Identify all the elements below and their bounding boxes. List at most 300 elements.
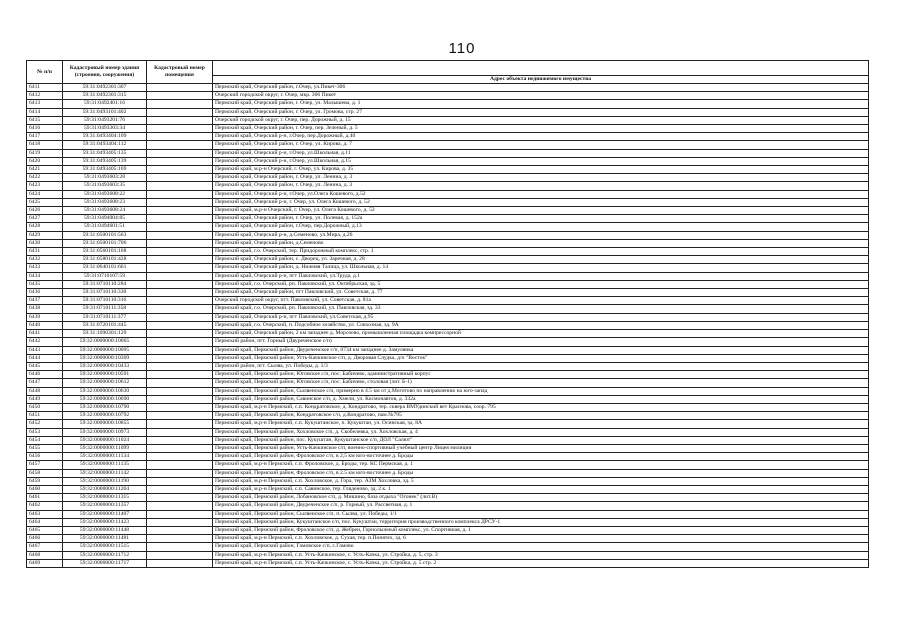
address-cell: Пермский край, Очерский р-н, пгт Павловский, ул.Труда, д.1 (213, 272, 869, 280)
table-row (27, 84, 869, 92)
room-number (147, 436, 213, 444)
row-number: 6435 (27, 280, 63, 288)
address-cell: Пермский край, Очерский р-н, д.Семеново, ул.Мира, д.26 (213, 231, 869, 239)
room-number (147, 338, 213, 346)
header-room: Кадастровый номер помещения (147, 61, 213, 84)
address-cell: Пермский край, Очерский район, 2 км западнее д. Морозово, промышленная площадка компрессорной (213, 330, 869, 338)
row-number: 6417 (27, 133, 63, 141)
address-cell: Пермский край, Очерский район, д.Семеново (213, 239, 869, 247)
room-number (147, 559, 213, 567)
row-number: 6448 (27, 387, 63, 395)
table-row (27, 453, 869, 461)
table-row (27, 149, 869, 157)
room-number (147, 305, 213, 313)
address-cell: Пермский край, г.о. Очерский, п. Подсобное хозяйство, ул. Совхозная, зд. 9А (213, 321, 869, 329)
address-cell: Пермский край, Пермский район, Гамовское с/п, с.Гамово (213, 543, 869, 551)
row-number: 6455 (27, 444, 63, 452)
row-number: 6449 (27, 395, 63, 403)
address-cell: Пермский край, м.р-н Очерский, г. Очер, ул. Кирова, д. 35 (213, 166, 869, 174)
table-row (27, 166, 869, 174)
table-row (27, 239, 869, 247)
address-cell: Пермский край, Очерский район, с. Дворец, ул. Заречная, д. 28 (213, 256, 869, 264)
cadastral-number: 59:32:0000000:11135 (63, 461, 147, 469)
room-number (147, 223, 213, 231)
table-row (27, 379, 869, 387)
cadastral-number: 59:32:0000000:11448 (63, 526, 147, 534)
row-number: 6419 (27, 149, 63, 157)
row-number: 6423 (27, 182, 63, 190)
room-number (147, 543, 213, 551)
room-number (147, 346, 213, 354)
row-number: 6467 (27, 543, 63, 551)
row-number: 6439 (27, 313, 63, 321)
room-number (147, 272, 213, 280)
room-number (147, 248, 213, 256)
cadastral-number: 59:32:0000000:11204 (63, 485, 147, 493)
room-number (147, 149, 213, 157)
address-cell: Пермский край, Пермский район, Двуреченское с/п, 0734 км западнее д. Замулянка (213, 346, 869, 354)
address-cell: Пермский край, Пермский район, Усть-Качкинское с/п, д. Дворовая Слудка, д/п "Восток" (213, 354, 869, 362)
cadastral-number: 59:32:0000000:11717 (63, 559, 147, 567)
table-row (27, 444, 869, 452)
address-cell: Пермский край, м.р-н Пермский, с.п. Фроловское, д. Броды, тер. КС Пермская, д. 1 (213, 461, 869, 469)
room-number (147, 321, 213, 329)
table-row (27, 141, 869, 149)
room-number (147, 157, 213, 165)
table-row (27, 420, 869, 428)
cadastral-number: 59:31:0710111:377 (63, 313, 147, 321)
cadastral-number: 59:31:0710111:358 (63, 305, 147, 313)
address-cell: Пермский край, Очерский район, г. Очер, ул. Полевая, д. 152а (213, 215, 869, 223)
row-number: 6414 (27, 108, 63, 116)
address-cell: Пермский край, Очерский р-н, пгт Павловский, ул.Советская, д.95 (213, 313, 869, 321)
cadastral-number: 59:32:0000000:11134 (63, 453, 147, 461)
cadastral-number: 59:32:0000000:11515 (63, 543, 147, 551)
address-cell: Пермский край, Очерский район, г. Очер, ул. Громова, стр. 27 (213, 108, 869, 116)
address-cell: Пермский край, м.р-н Очерский, г. Очер, ул. Олега Кошевого, д. 52 (213, 207, 869, 215)
cadastral-number: 59:32:0000000:11712 (63, 551, 147, 559)
cadastral-number: 59:32:0000000:10690 (63, 395, 147, 403)
row-number: 6444 (27, 354, 63, 362)
cadastral-number: 59:31:0580101:428 (63, 256, 147, 264)
table-row (27, 248, 869, 256)
cadastral-number: 59:31:0494601:51 (63, 223, 147, 231)
address-cell: Пермский край, Пермский район, Савинское с/п, д. Хмели, ул. Космонавтов, д. 332а (213, 395, 869, 403)
row-number: 6436 (27, 289, 63, 297)
cadastral-number: 59:31:0710110:284 (63, 280, 147, 288)
table-row (27, 338, 869, 346)
address-cell: Пермский край, Пермский район, Лобановское с/п, д. Мишино, база отдыха "Огонек" (лит.В) (213, 494, 869, 502)
room-number (147, 313, 213, 321)
room-number (147, 371, 213, 379)
address-cell: Пермский край, Очерский р-н, г.Очер, ул.Олега Кошевого, д.52 (213, 190, 869, 198)
table-row (27, 526, 869, 534)
cadastral-number: 59:32:0000000:10612 (63, 379, 147, 387)
address-cell: Пермский край, м.р-н Пермский, с.п. Хохловское, д. Гора, тер. АЗМ Хохловка, зд. 5 (213, 477, 869, 485)
table-row (27, 477, 869, 485)
cadastral-number: 59:31:1090301:120 (63, 330, 147, 338)
row-number: 6421 (27, 166, 63, 174)
address-cell: Пермский край, м.р-н Пермский, с.п. Кукуштанское, п. Кукуштан, ул. Осинская, зд. 8А (213, 420, 869, 428)
cadastral-number: 59:31:0560101:168 (63, 248, 147, 256)
row-number: 6446 (27, 371, 63, 379)
row-number: 6469 (27, 559, 63, 567)
row-number: 6433 (27, 264, 63, 272)
table-row (27, 362, 869, 370)
row-number: 6425 (27, 198, 63, 206)
cadastral-number: 59:32:0000000:10630 (63, 387, 147, 395)
cadastral-number: 59:31:0710107:59 (63, 272, 147, 280)
cadastral-number: 59:32:0000000:11024 (63, 436, 147, 444)
row-number: 6451 (27, 412, 63, 420)
room-number (147, 510, 213, 518)
row-number: 6461 (27, 494, 63, 502)
room-number (147, 231, 213, 239)
table-row (27, 297, 869, 305)
address-cell: Пермский край, Пермский район, Усть-Качкинское с/п, военно-спортивный учебный центр Лицея милиции (213, 444, 869, 452)
row-number: 6464 (27, 518, 63, 526)
room-number (147, 100, 213, 108)
cadastral-number: 59:32:0000000:11407 (63, 510, 147, 518)
address-cell: Пермский край, Очерский р-н, г.Очер, пер.Дорожный, д.40 (213, 133, 869, 141)
row-number: 6437 (27, 297, 63, 305)
cadastral-number: 59:32:0000000:11481 (63, 535, 147, 543)
row-number: 6434 (27, 272, 63, 280)
address-cell: Пермский край, Пермский район, Хохловское с/п, д. Скобелевка, ул. Хохловская, д. 4 (213, 428, 869, 436)
address-cell: Пермский край, м.р-н Пермский, с.п. Усть-Качкинское, с. Усть-Качка, ул. Стройка, д. 5 стр. 2 (213, 559, 869, 567)
row-number: 6460 (27, 485, 63, 493)
table-row (27, 280, 869, 288)
cadastral-number: 59:31:0493608:23 (63, 198, 147, 206)
room-number (147, 395, 213, 403)
address-cell: Пермский край, Очерский район, г. Очер, ул. Ленина, д. 3 (213, 174, 869, 182)
cadastral-number: 59:32:0000000:10433 (63, 362, 147, 370)
room-number (147, 116, 213, 124)
room-number (147, 485, 213, 493)
table-row (27, 92, 869, 100)
room-number (147, 330, 213, 338)
address-cell: Очерский городской округ, пгт. Павловский, ул. Советская, д. 81а (213, 297, 869, 305)
cadastral-number: 59:31:0493405:135 (63, 149, 147, 157)
table-row (27, 535, 869, 543)
room-number (147, 256, 213, 264)
row-number: 6424 (27, 190, 63, 198)
table-row (27, 157, 869, 165)
table-row (27, 518, 869, 526)
cadastral-number: 59:32:0000000:10591 (63, 371, 147, 379)
room-number (147, 461, 213, 469)
address-cell: Пермский край, Очерский р-н, г.Очер, ул.Школьная, д.15 (213, 157, 869, 165)
address-cell: Очерский городской округ, г. Очер, мкр. 306 Пикет (213, 92, 869, 100)
table-row (27, 354, 869, 362)
room-number (147, 412, 213, 420)
table-row (27, 108, 869, 116)
row-number: 6453 (27, 428, 63, 436)
row-number: 6454 (27, 436, 63, 444)
address-cell: Пермский край, Пермский район, Юговское с/п, пос. Бабичево, административный корпус (213, 371, 869, 379)
table-row (27, 469, 869, 477)
row-number: 6415 (27, 116, 63, 124)
room-number (147, 215, 213, 223)
cadastral-number: 59:31:0710110:316 (63, 297, 147, 305)
cadastral-number: 59:31:0493405:139 (63, 157, 147, 165)
table-row (27, 313, 869, 321)
table-row (27, 403, 869, 411)
cadastral-number: 59:31:0493201:76 (63, 116, 147, 124)
cadastral-number: 59:31:0493404:109 (63, 133, 147, 141)
cadastral-number: 59:32:0000000:10855 (63, 420, 147, 428)
table-row (27, 510, 869, 518)
room-number (147, 84, 213, 92)
table-row (27, 182, 869, 190)
cadastral-number: 59:32:0000000:11099 (63, 444, 147, 452)
cadastral-number: 59:32:0000000:10790 (63, 403, 147, 411)
table-row (27, 387, 869, 395)
room-number (147, 297, 213, 305)
room-number (147, 166, 213, 174)
room-number (147, 403, 213, 411)
room-number (147, 239, 213, 247)
row-number: 6465 (27, 526, 63, 534)
row-number: 6428 (27, 223, 63, 231)
room-number (147, 469, 213, 477)
table-row (27, 231, 869, 239)
table-row (27, 321, 869, 329)
row-number: 6466 (27, 535, 63, 543)
address-cell: Пермский край, м.р-н Пермский, с.п. Савинское, тер. Гляденово, зд. 2 к. 1 (213, 485, 869, 493)
table-row (27, 207, 869, 215)
table-row (27, 215, 869, 223)
table-row (27, 551, 869, 559)
room-number (147, 535, 213, 543)
row-number: 6457 (27, 461, 63, 469)
cadastral-number: 59:32:0000000:10973 (63, 428, 147, 436)
table-row (27, 190, 869, 198)
header-address-blank (213, 61, 869, 76)
table-row (27, 174, 869, 182)
row-number: 6431 (27, 248, 63, 256)
table-row (27, 428, 869, 436)
cadastral-number: 59:31:0492301:307 (63, 84, 147, 92)
room-number (147, 551, 213, 559)
room-number (147, 125, 213, 133)
cadastral-number: 59:32:0000000:10309 (63, 354, 147, 362)
room-number (147, 289, 213, 297)
address-cell: Пермский край, Пермский район, Сылвенское с/п, примерно в 4.5 км от д.Моготово по направлению на юго-запад (213, 387, 869, 395)
address-cell: Пермский край, Пермский район, Фроловское с/п, в 2,5 км юго-восточнее д. Броды (213, 453, 869, 461)
table-row (27, 412, 869, 420)
cadastral-number: 59:32:0000000:11190 (63, 477, 147, 485)
table-row (27, 436, 869, 444)
room-number (147, 354, 213, 362)
cadastral-number: 59:31:0492301:315 (63, 92, 147, 100)
row-number: 6456 (27, 453, 63, 461)
room-number (147, 453, 213, 461)
cadastral-number: 59:32:0000000:10792 (63, 412, 147, 420)
address-cell: Пермский край, Очерский р-н, г. Очер, ул. Олега Кошевого, д. 52 (213, 198, 869, 206)
row-number: 6459 (27, 477, 63, 485)
row-number: 6447 (27, 379, 63, 387)
address-cell: Пермский край, м.р-н Пермский, с.п. Усть-Качкинское, с. Усть-Качка, ул. Стройка, д. 5, стр. 3 (213, 551, 869, 559)
table-row (27, 100, 869, 108)
address-cell: Пермский край, г.о. Очерский, тер. Придорожный комплекс, стр. 1 (213, 248, 869, 256)
table-row (27, 256, 869, 264)
table-row (27, 305, 869, 313)
cadastral-number: 59:32:0000000:10065 (63, 338, 147, 346)
address-cell: Пермский край, м.р-н Пермский, с.п. Кондратовское, д. Кондратово, тер. сквера ВМУдинский вет Краснова, соор. 795 (213, 403, 869, 411)
row-number: 6422 (27, 174, 63, 182)
address-cell: Пермский край, м.р-н Пермский, с.п. Хохловское, д. Сухая, тер. п.Понятех, зд. 6 (213, 535, 869, 543)
cadastral-number: 59:31:0492401:16 (63, 100, 147, 108)
address-cell: Пермский край, Пермский район, Двуреченское с/п, р. Горный, ул. Рассветная, д. 1 (213, 502, 869, 510)
cadastral-number: 59:32:0000000:10095 (63, 346, 147, 354)
header-num: № п/п (27, 61, 63, 84)
room-number (147, 362, 213, 370)
cadastral-number: 59:31:0500101:563 (63, 231, 147, 239)
table-row (27, 543, 869, 551)
address-cell: Пермский край, Пермский район, Кукуштанское с/п, пос. Кукуштан, территория производственного комплекса ДРСУ-1 (213, 518, 869, 526)
room-number (147, 444, 213, 452)
cadastral-number: 59:31:0493608:22 (63, 190, 147, 198)
cadastral-number: 59:31:0493404:112 (63, 141, 147, 149)
address-cell: Пермский край, Очерский район, г. Очер, пер. Зеленый, д. 5 (213, 125, 869, 133)
room-number (147, 198, 213, 206)
cadastral-number: 59:32:0000000:11357 (63, 502, 147, 510)
room-number (147, 420, 213, 428)
table-row (27, 461, 869, 469)
page-number: 110 (448, 40, 476, 57)
table-row (27, 395, 869, 403)
room-number (147, 133, 213, 141)
row-number: 6416 (27, 125, 63, 133)
address-cell: Пермский край, Пермский район, Фроловское с/п, в 2.5 км юго-восточнее д. Броды (213, 469, 869, 477)
address-cell: Пермский край, Очерский район, г. Очер, ул. Ленина, д. 3 (213, 182, 869, 190)
address-cell: Очерский городской округ, г. Очер, пер. Дорожный, д. 15 (213, 116, 869, 124)
row-number: 6452 (27, 420, 63, 428)
room-number (147, 494, 213, 502)
address-cell: Пермский край, Очерский р-н, г.Очер, ул.Школьная, д.11 (213, 149, 869, 157)
cadastral-number: 59:31:0493405:169 (63, 166, 147, 174)
address-cell: Пермский край, Очерский район, пгт Павловский, ул. Советская, д. 77 (213, 289, 869, 297)
cadastral-number: 59:32:0000000:11142 (63, 469, 147, 477)
row-number: 6426 (27, 207, 63, 215)
table-row (27, 330, 869, 338)
address-cell: Пермский край, Пермский район, Кондратовское с/п, д.Кондратово, пам.№795 (213, 412, 869, 420)
room-number (147, 502, 213, 510)
table-row (27, 485, 869, 493)
address-cell: Пермский край, Пермский район, Юговское с/п, пос. Бабичево, столовая (лит. Б-1) (213, 379, 869, 387)
row-number: 6443 (27, 346, 63, 354)
address-cell: Пермский край, Пермский район, пос. Кукуштан, Кукуштанское с/п, ДОЛ "Салют" (213, 436, 869, 444)
table-row (27, 289, 869, 297)
room-number (147, 207, 213, 215)
row-number: 6411 (27, 84, 63, 92)
cadastral-number: 59:31:0500101:706 (63, 239, 147, 247)
cadastral-number: 59:31:0710110:330 (63, 289, 147, 297)
room-number (147, 526, 213, 534)
address-cell: Пермский край, г.о. Очерский, рп. Павловский, ул. Павловская, зд. 33 (213, 305, 869, 313)
cadastral-number: 59:31:0720101:445 (63, 321, 147, 329)
address-cell: Пермский край, Очерский район, г.Очер, ул.Пикет-306 (213, 84, 869, 92)
table-body (27, 84, 869, 568)
address-cell: Пермский край, Пермский район, Сылвенское с/п, п. Сылва, ул. Победы, 1/1 (213, 510, 869, 518)
address-cell: Пермский край, Очерский район, д. Нижняя Талица, ул. Школьная, д. 14 (213, 264, 869, 272)
row-number: 6420 (27, 157, 63, 165)
table-row (27, 198, 869, 206)
address-cell: Пермский район, пгт. Горный (Двуреченское с/п) (213, 338, 869, 346)
room-number (147, 264, 213, 272)
row-number: 6418 (27, 141, 63, 149)
room-number (147, 280, 213, 288)
cadastral-number: 59:32:0000000:11423 (63, 518, 147, 526)
table-row (27, 559, 869, 567)
row-number: 6458 (27, 469, 63, 477)
table-row (27, 125, 869, 133)
room-number (147, 108, 213, 116)
row-number: 6441 (27, 330, 63, 338)
room-number (147, 518, 213, 526)
row-number: 6450 (27, 403, 63, 411)
row-number: 6432 (27, 256, 63, 264)
table-row (27, 494, 869, 502)
cadastral-number: 59:31:0493303:34 (63, 125, 147, 133)
address-cell: Пермский край, г.о. Очерский, рп. Павловский, ул. Октябрьская, зд. 5 (213, 280, 869, 288)
row-number: 6412 (27, 92, 63, 100)
row-number: 6468 (27, 551, 63, 559)
table-row (27, 223, 869, 231)
room-number (147, 379, 213, 387)
address-cell: Пермский край, Очерский район, г. Очер, ул. Кирова, д. 7 (213, 141, 869, 149)
room-number (147, 141, 213, 149)
row-number: 6427 (27, 215, 63, 223)
table-row (27, 272, 869, 280)
table-row (27, 133, 869, 141)
row-number: 6429 (27, 231, 63, 239)
registry-table (26, 60, 869, 568)
address-cell: Пермский край, Очерский район, г. Очер, ул. Малышева, д. 1 (213, 100, 869, 108)
row-number: 6440 (27, 321, 63, 329)
room-number (147, 477, 213, 485)
cadastral-number: 59:31:0494004:85 (63, 215, 147, 223)
row-number: 6445 (27, 362, 63, 370)
cadastral-number: 59:31:0493608:24 (63, 207, 147, 215)
address-cell: Пермский район, пгт. Сылва, ул. Победы, д. 1/3 (213, 362, 869, 370)
cadastral-number: 59:31:0493101:402 (63, 108, 147, 116)
row-number: 6462 (27, 502, 63, 510)
table-row (27, 116, 869, 124)
room-number (147, 190, 213, 198)
table-row (27, 346, 869, 354)
header-address: Адрес объекта недвижимого имущества (213, 76, 869, 84)
row-number: 6438 (27, 305, 63, 313)
table-row (27, 502, 869, 510)
address-cell: Пермский край, Очерский район, г.Очер, пер.Дорожный, д.13 (213, 223, 869, 231)
room-number (147, 182, 213, 190)
room-number (147, 92, 213, 100)
cadastral-number: 59:31:0640101:661 (63, 264, 147, 272)
header-cadastral: Кадастровый номер здания (строения, сооружения) (63, 61, 147, 84)
row-number: 6430 (27, 239, 63, 247)
row-number: 6463 (27, 510, 63, 518)
cadastral-number: 59:31:0493603:35 (63, 182, 147, 190)
row-number: 6442 (27, 338, 63, 346)
room-number (147, 387, 213, 395)
room-number (147, 174, 213, 182)
address-cell: Пермский край, Пермский район, Фроловское с/п, д. Жебреи, Горнолыжный комплекс, ул. Спортивная, д. 1 (213, 526, 869, 534)
room-number (147, 428, 213, 436)
cadastral-number: 59:32:0000000:11315 (63, 494, 147, 502)
table-row (27, 264, 869, 272)
